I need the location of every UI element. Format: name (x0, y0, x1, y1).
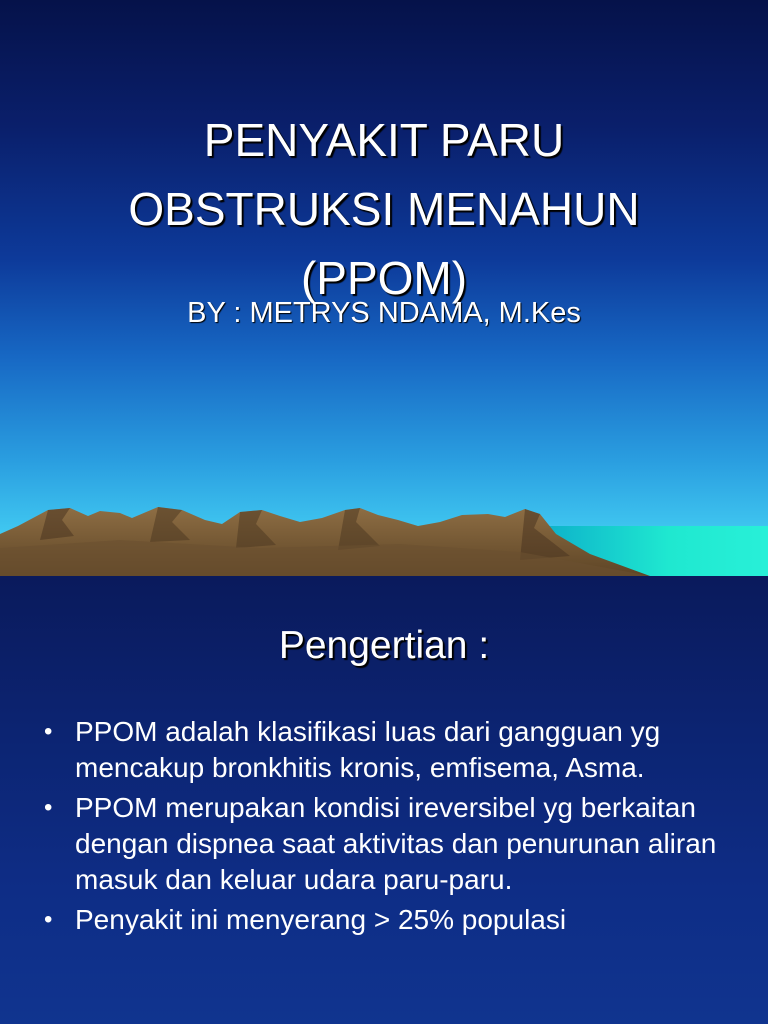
bullet-text: PPOM adalah klasifikasi luas dari gangguan yg mencakup bronkhitis kronis, emfisema, Asma. (75, 716, 661, 783)
bullet-text: PPOM merupakan kondisi ireversibel yg berkaitan dengan dispnea saat aktivitas dan penurunan aliran masuk dan keluar udara paru-paru. (75, 792, 717, 895)
slide-heading: Pengertian : (278, 624, 490, 667)
bullet-text: Penyakit ini menyerang > 25% populasi (75, 904, 567, 935)
slide-subtitle-author: BY : METRYS NDAMA, M.Kes (187, 297, 581, 329)
title-line-2: OBSTRUKSI MENAHUN (128, 183, 640, 235)
title-line-3: (PPOM) (300, 252, 468, 304)
title-line-1: PENYAKIT PARU (203, 114, 565, 166)
bullet-dot-icon: • (44, 794, 53, 821)
bullet-dot-icon: • (44, 718, 53, 745)
bullet-dot-icon: • (44, 906, 53, 933)
bullet-item (44, 714, 744, 786)
slide-title (0, 106, 768, 313)
bullet-item (44, 790, 744, 898)
content-slide (0, 576, 768, 1024)
bullet-item (44, 902, 744, 938)
bullet-list (44, 714, 744, 942)
